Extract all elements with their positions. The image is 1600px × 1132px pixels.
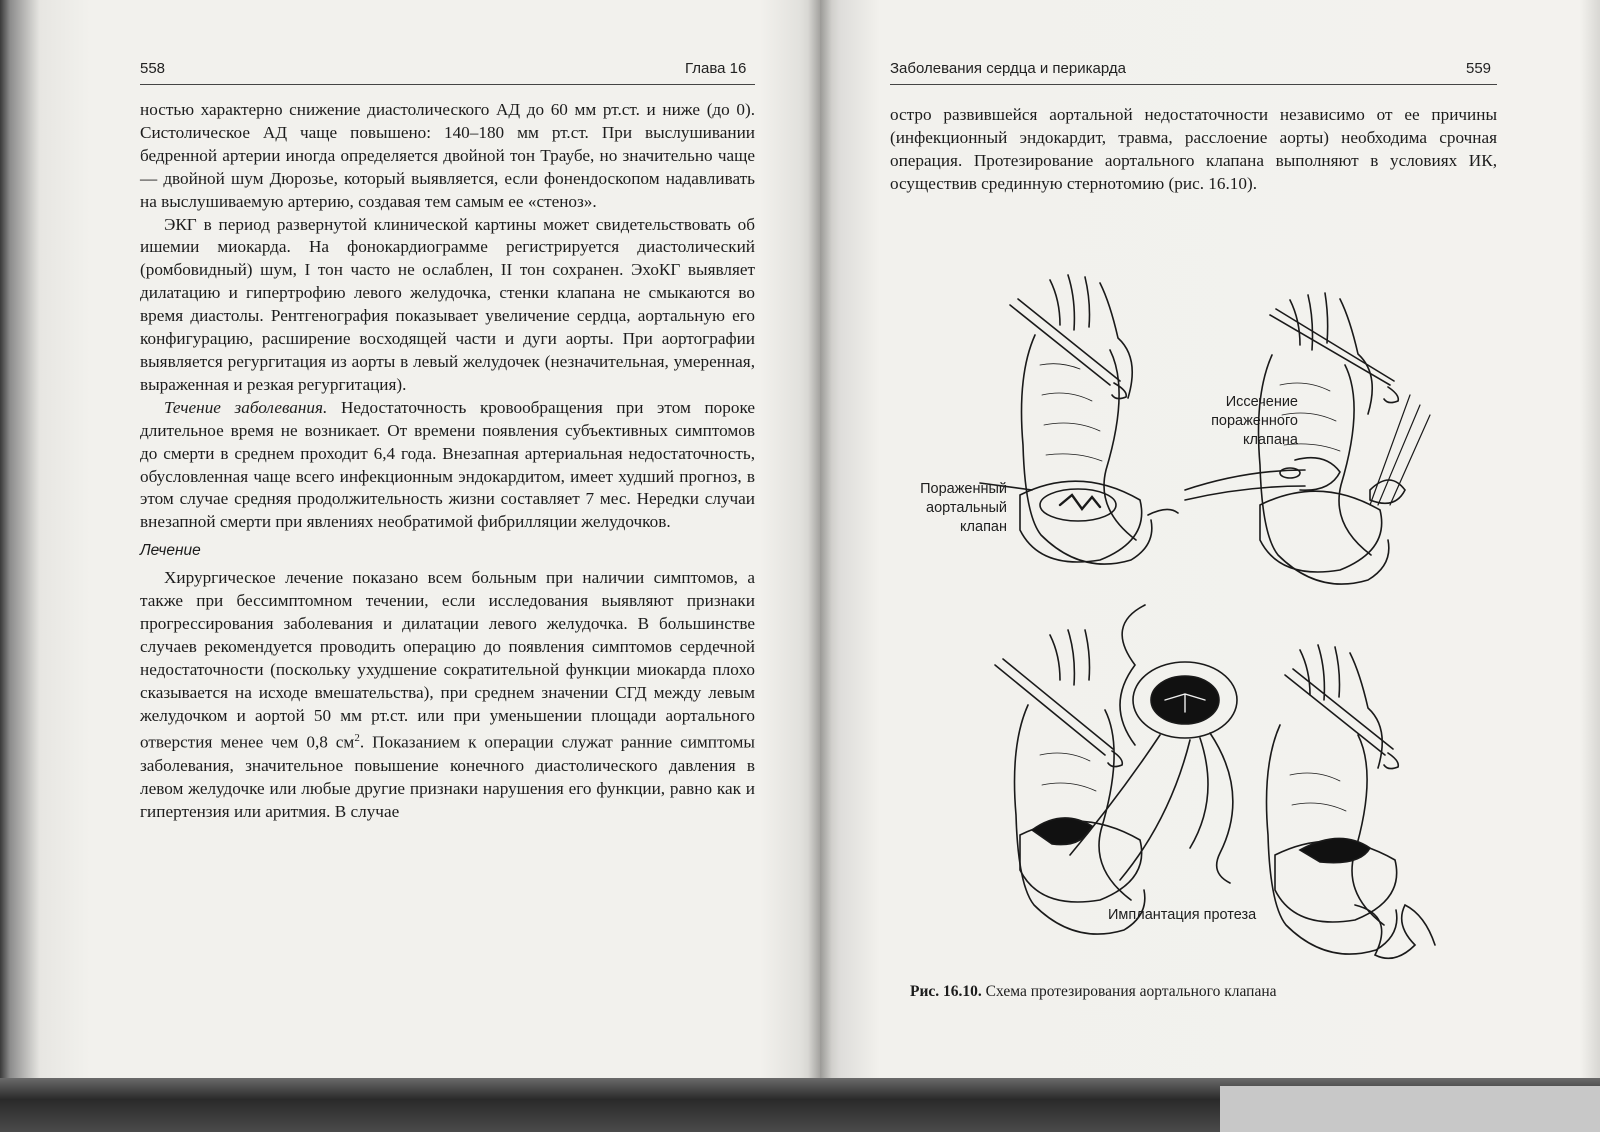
right-text-column [890, 104, 1497, 196]
label-line: клапана [1242, 432, 1298, 448]
right-running-head: Заболевания сердца и перикарда [890, 60, 1126, 77]
left-header-rule [140, 84, 755, 85]
paragraph-course [140, 397, 755, 534]
superscript: 2 [354, 732, 360, 745]
left-text-column [140, 99, 755, 824]
label-line: пораженного [1211, 413, 1298, 429]
course-heading: Течение заболевания. [164, 397, 328, 417]
paragraph-treatment [140, 567, 755, 824]
label-excision [1190, 393, 1298, 450]
figure-caption [910, 983, 1277, 1001]
label-line: Иссечение [1225, 394, 1298, 410]
right-header-rule [890, 84, 1497, 85]
section-subheading: Лечение [140, 542, 201, 560]
paragraph: ностью характерно снижение диастолического АД до 60 мм рт.ст. и ниже (до 0). Систолическое АД чаще повышено: 140–180 мм рт.ст. При выслушивании бедренной артерии иногда определяется двойной тон Траубе, но значительно чаще — двойной шум Дюрозье, который выявляется, если фонендоскопом надавливать на выслушиваемую артерию, создавая тем самым ее «стеноз». [140, 100, 755, 211]
label-line: аортальный [926, 500, 1007, 516]
caption-text: Схема протезирования аортального клапана [981, 983, 1277, 1000]
panel-implanted-prosthesis [1267, 645, 1436, 958]
treatment-text: Хирургическое лечение показано всем больным при наличии симптомов, а также при бессимптомном течении, если исследования выявляют признаки прогрессирования заболевания и дилатации левого желудочка. В большинстве случаев рекомендуется проводить операцию до появления симптомов сердечной недостаточности (поскольку ухудшение сократительной функции миокарда плохо сказывается на исходе вмешательства), при среднем значении СГД между левым желудочком и аортой 50 мм рт.ст. или при уменьшении площади аортального отверстия менее чем 0,8 см [140, 568, 755, 753]
label-implantation: Имплантация протеза [1108, 907, 1257, 923]
paragraph: ЭКГ в период развернутой клинической картины может свидетельствовать об ишемии миокарда. На фонокардиограмме регистрируется диастолический (ромбовидный) шум, I тон часто не ослаблен, II тон сохранен. ЭхоКГ выявляет дилатацию и гипертрофию левого желудочка, стенки клапана не смыкаются во время диастолы. Рентгенография показывает увеличение сердца, аортальную его конфигурацию, расширение восходящей части и дуги аорты. При аортографии выявляется регургитация из аорты в левый желудочек (незначительная, умеренная, выраженная и резкая регургитация). [140, 214, 755, 394]
treatment-text-cont: . Показанием к операции служат ранние симптомы заболевания, значительное повышение конечного диастолического давления в левом желудочке или любые другие признаки нарушения его функции, равно как и гипертензия или аритмия. В случае [140, 733, 755, 821]
left-running-head: Глава 16 [685, 60, 747, 77]
label-line: клапан [960, 519, 1007, 535]
book-gutter [808, 0, 832, 1100]
right-page-number: 559 [1466, 60, 1492, 77]
caption-number: Рис. 16.10. [910, 983, 982, 1000]
course-text: Недостаточность кровообращения при этом пороке длительное время не возникает. От времени появления субъективных симптомов до смерти в среднем проходит 6,4 года. Внезапная артериальная недостаточность, обусловленная чаще всего инфекционным эндокардитом, имеет худший прогноз, в этом случае средняя продолжительность жизни составляет 7 мес. Нередки случаи внезапной смерти при явлениях необратимой фибрилляции желудочков. [140, 397, 755, 532]
left-page-number: 558 [140, 60, 166, 77]
valve-replacement-illustration [900, 255, 1500, 975]
label-affected-valve [905, 480, 1007, 537]
panel-suturing [995, 605, 1237, 934]
label-line: Пораженный [920, 481, 1007, 497]
paragraph: остро развившейся аортальной недостаточности независимо от ее причины (инфекционный эндокардит, травма, расслоение аорты) необходима срочная операция. Протезирование аортального клапана выполняют в условиях ИК, осуществив срединную стернотомию (рис. 16.10). [890, 105, 1497, 193]
panel-affected-valve [980, 275, 1178, 564]
scanner-edge-light [1220, 1086, 1600, 1132]
